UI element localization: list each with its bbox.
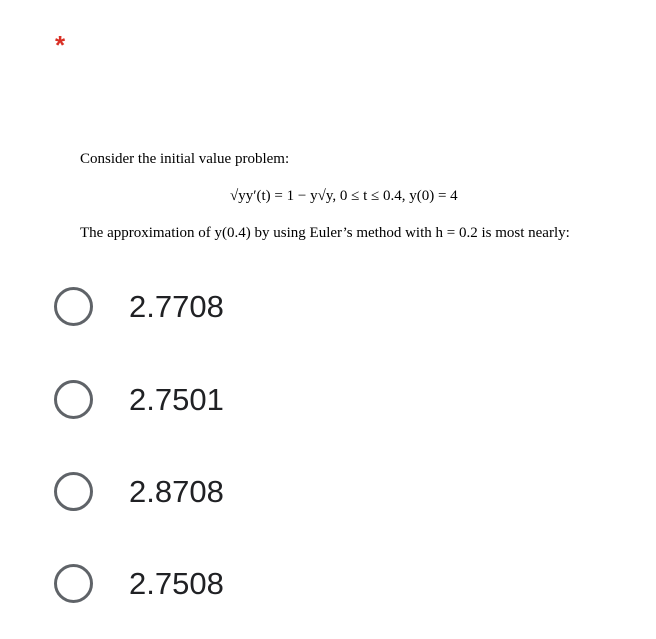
answer-option[interactable] — [54, 470, 354, 520]
answer-option[interactable] — [54, 562, 354, 612]
question-equation: √yy′(t) = 1 − y√y, 0 ≤ t ≤ 0.4, y(0) = 4 — [230, 188, 458, 204]
answer-option[interactable] — [54, 285, 354, 335]
answer-option-label: 2.7501 — [129, 382, 224, 417]
radio-button[interactable] — [54, 564, 93, 603]
answer-option[interactable] — [54, 378, 354, 428]
question-prompt: The approximation of y(0.4) by using Euler’s method with h = 0.2 is most nearly: — [80, 225, 570, 241]
answer-option-label: 2.8708 — [129, 474, 224, 509]
required-marker: * — [55, 30, 66, 60]
question-intro: Consider the initial value problem: — [80, 151, 290, 167]
radio-button[interactable] — [54, 472, 93, 511]
radio-button[interactable] — [54, 380, 93, 419]
answer-option-label: 2.7508 — [129, 566, 224, 601]
answer-option-label: 2.7708 — [129, 289, 224, 324]
question-image — [80, 148, 640, 248]
radio-button[interactable] — [54, 287, 93, 326]
